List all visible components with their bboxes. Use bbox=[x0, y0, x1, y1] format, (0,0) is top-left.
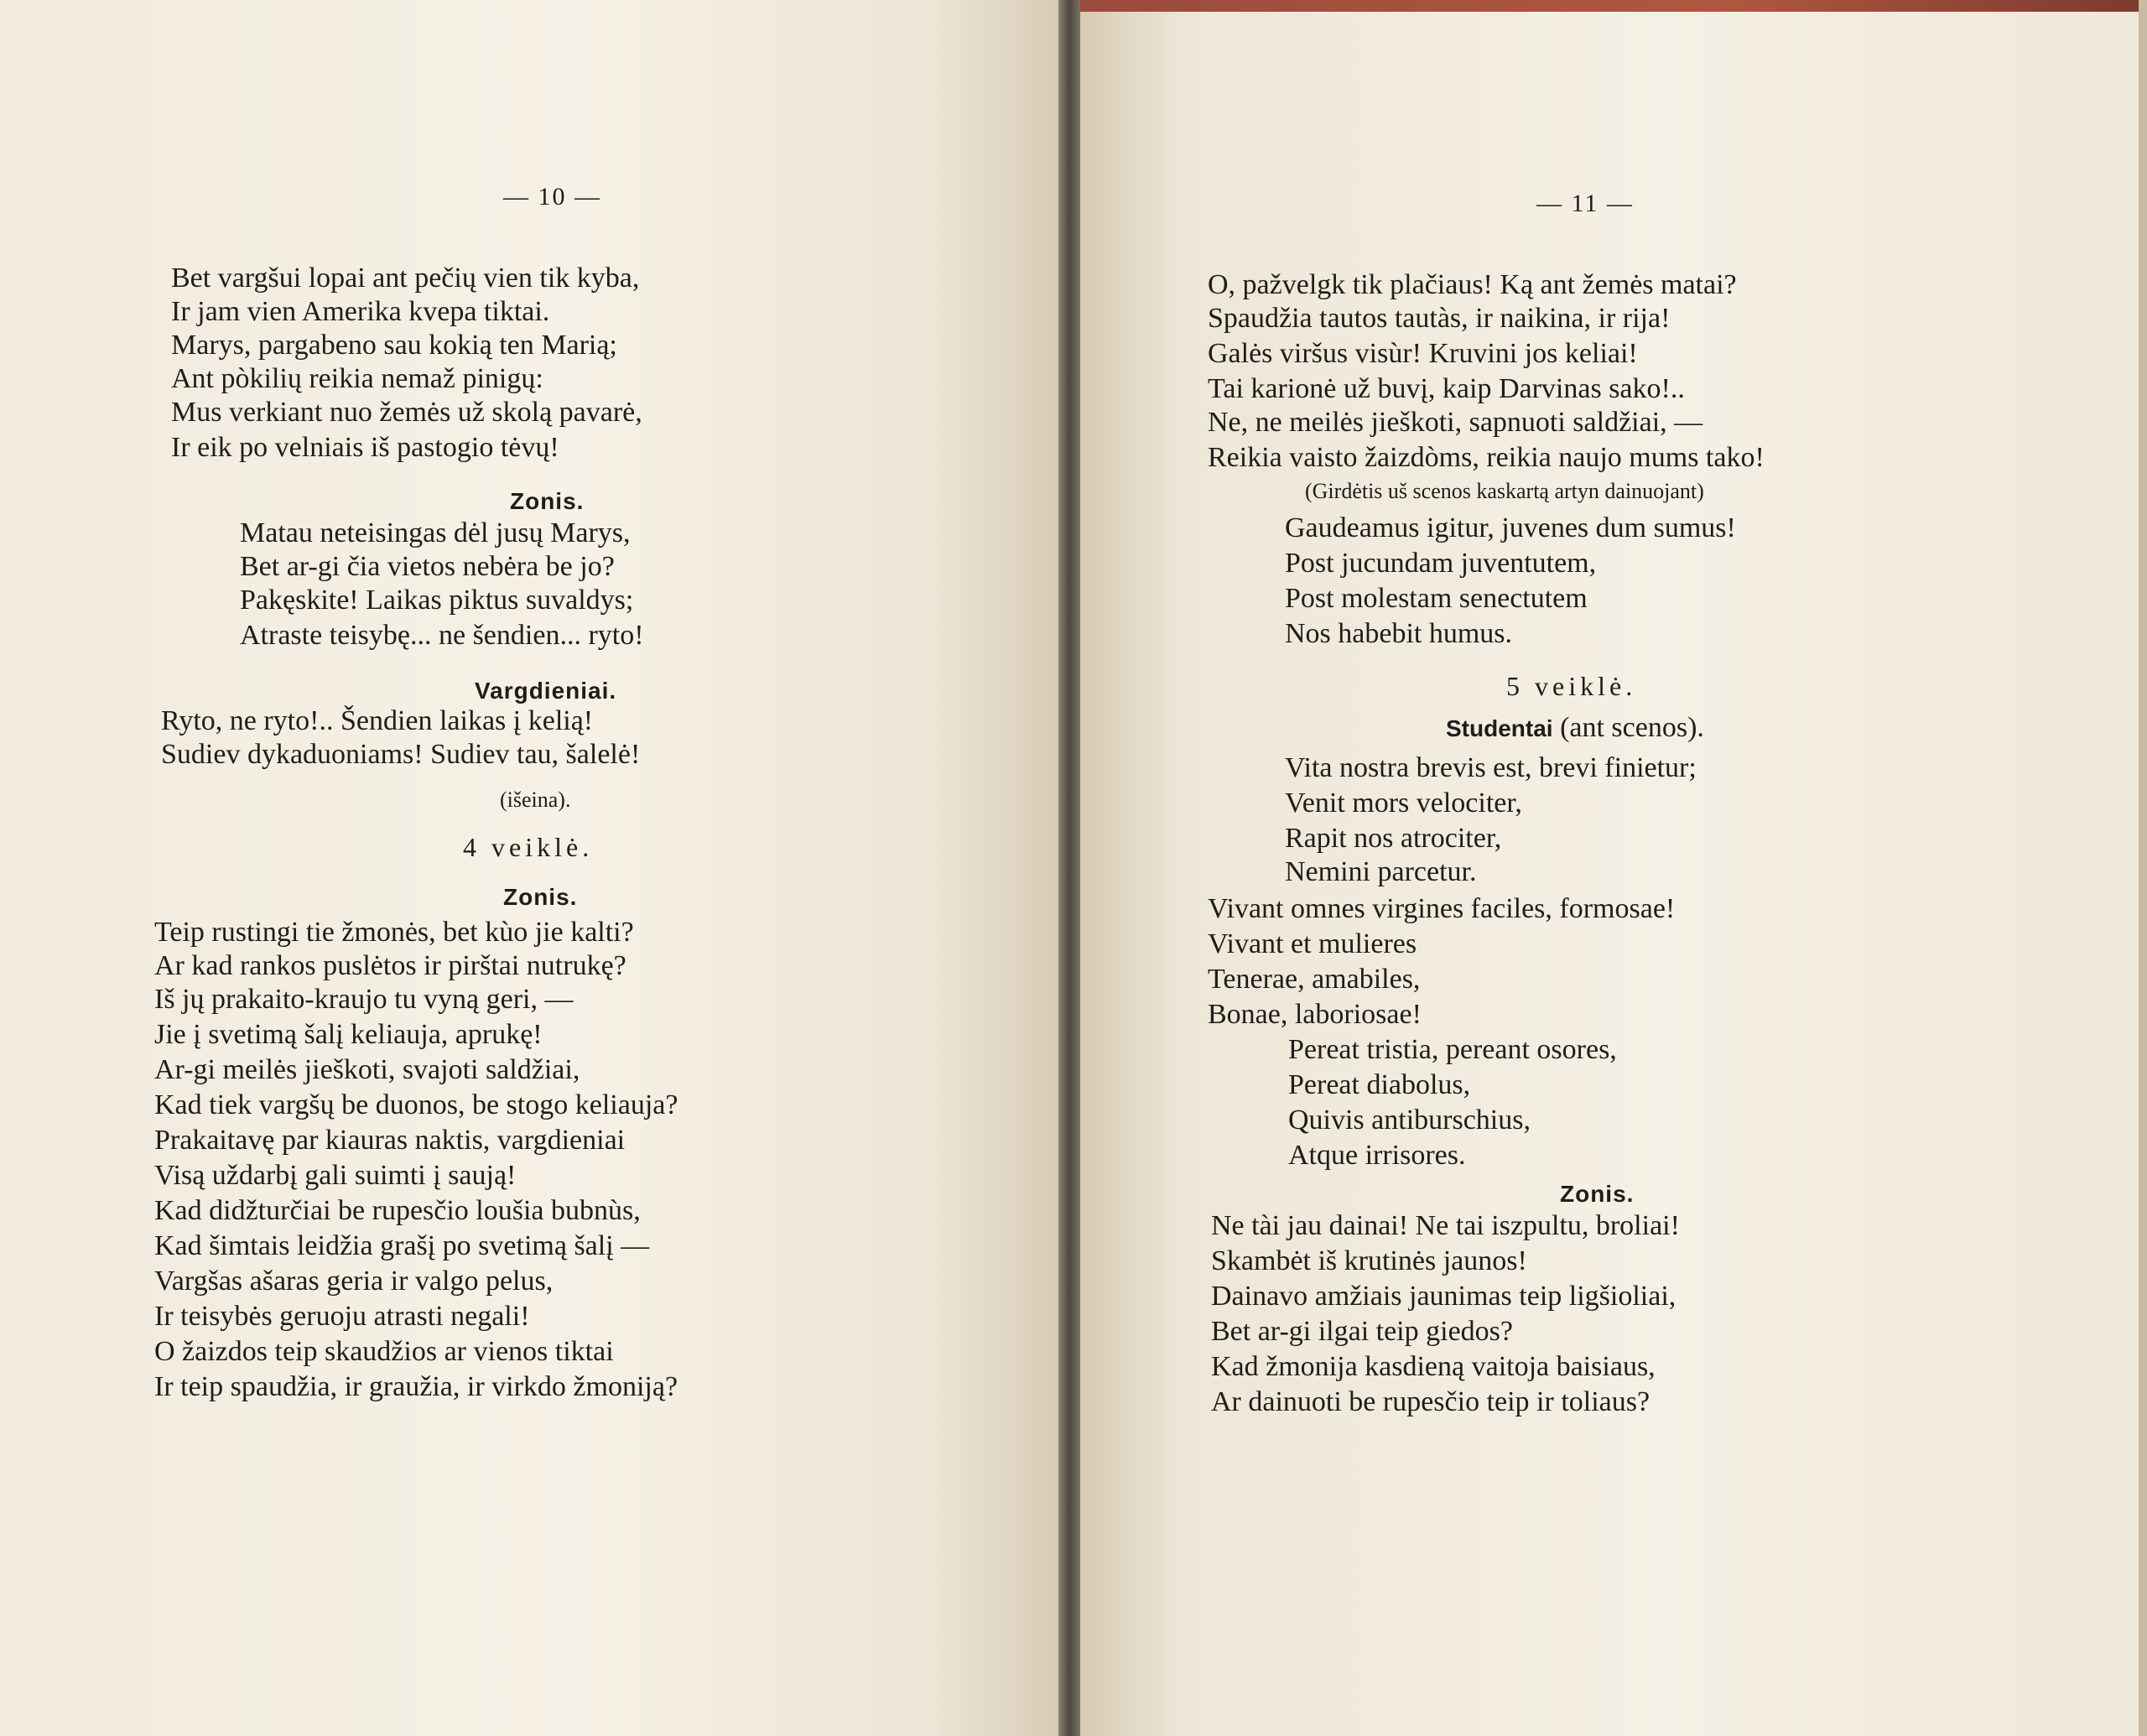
verse-line: Jie į svetimą šalį keliauja, aprukę! bbox=[154, 1019, 543, 1050]
verse-line: Teip rustingi tie žmonės, bet kùo jie kalti? bbox=[154, 917, 634, 948]
verse-line: Galės viršus visùr! Kruvini jos keliai! bbox=[1208, 338, 1638, 369]
verse-line: Kad tiek vargšų be duonos, be stogo keliauja? bbox=[154, 1089, 678, 1120]
song-line: Venit mors velociter, bbox=[1285, 787, 1522, 819]
page-edge bbox=[2139, 0, 2147, 1736]
verse-line: O, pažvelgk tik plačiaus! Ką ant žemės matai? bbox=[1208, 269, 1737, 300]
verse-line: Prakaitavę par kiauras naktis, vargdieniai bbox=[154, 1125, 626, 1156]
verse-line: Ir jam vien Amerika kvepa tiktai. bbox=[171, 296, 550, 327]
verse-line: Ne, ne meilės jieškoti, sapnuoti saldžiai, — bbox=[1208, 407, 1703, 438]
verse-line: Ir teisybės geruoju atrasti negali! bbox=[154, 1301, 530, 1332]
song-line: Vivant omnes virgines faciles, formosae! bbox=[1208, 893, 1676, 924]
stage-direction: (ant scenos). bbox=[1560, 712, 1704, 743]
verse-line: Visą uždarbį gali suimti į saują! bbox=[154, 1160, 517, 1191]
verse-line: Marys, pargabeno sau kokią ten Marią; bbox=[171, 330, 617, 361]
verse-line: Ir teip spaudžia, ir graužia, ir virkdo žmoniją? bbox=[154, 1371, 678, 1402]
speaker-heading bbox=[1446, 711, 1704, 746]
song-line: Quivis antiburschius, bbox=[1288, 1104, 1531, 1136]
verse-line: Ir eik po velniais iš pastogio tėvų! bbox=[171, 432, 559, 463]
speaker-name: Zonis. bbox=[1560, 1181, 1635, 1207]
verse-line: Vargšas ašaras geria ir valgo pelus, bbox=[154, 1266, 554, 1297]
verse-line: Skambėt iš krutinės jaunos! bbox=[1211, 1245, 1527, 1276]
page-number: — 11 — bbox=[1536, 190, 1634, 217]
song-line: Post jucundam juventutem, bbox=[1285, 548, 1597, 579]
scene-heading: 5 veiklė. bbox=[1506, 671, 1637, 701]
song-line: Tenerae, amabiles, bbox=[1208, 964, 1421, 995]
cover-edge bbox=[1080, 0, 2147, 12]
page-number: — 10 — bbox=[503, 183, 601, 211]
song-line: Pereat diabolus, bbox=[1288, 1069, 1471, 1100]
song-line: Pereat tristia, pereant osores, bbox=[1288, 1034, 1617, 1065]
left-page bbox=[0, 0, 1058, 1736]
verse-line: Bet vargšui lopai ant pečių vien tik kyba, bbox=[171, 262, 640, 294]
verse-line: Matau neteisingas dėl jusų Marys, bbox=[240, 517, 631, 548]
stage-direction: (išeina). bbox=[500, 787, 571, 812]
verse-line: Sudiev dykaduoniams! Sudiev tau, šalelė! bbox=[161, 739, 641, 770]
verse-line: O žaizdos teip skaudžios ar vienos tiktai bbox=[154, 1336, 614, 1367]
speaker-name: Zonis. bbox=[510, 488, 585, 514]
stage-direction: (Girdėtis uš scenos kaskartą artyn dainuojant) bbox=[1305, 479, 1704, 503]
verse-line: Pakęskite! Laikas piktus suvaldys; bbox=[240, 585, 634, 616]
verse-line: Ne tài jau dainai! Ne tai iszpultu, broliai! bbox=[1211, 1210, 1680, 1241]
verse-line: Ar-gi meilės jieškoti, svajoti saldžiai, bbox=[154, 1054, 580, 1085]
song-line: Rapit nos atrociter, bbox=[1285, 823, 1502, 854]
right-page bbox=[1080, 0, 2139, 1736]
song-line: Bonae, laboriosae! bbox=[1208, 999, 1422, 1030]
verse-line: Reikia vaisto žaizdòms, reikia naujo mums tako! bbox=[1208, 442, 1765, 473]
verse-line: Mus verkiant nuo žemės už skolą pavarė, bbox=[171, 397, 642, 428]
song-line: Nemini parcetur. bbox=[1285, 856, 1477, 887]
verse-line: Kad šimtais leidžia grašį po svetimą šalį — bbox=[154, 1230, 650, 1261]
speaker-name: Zonis. bbox=[503, 884, 578, 910]
book-gutter bbox=[1058, 0, 1080, 1736]
scene-heading: 4 veiklė. bbox=[463, 832, 594, 862]
song-line: Atque irrisores. bbox=[1288, 1140, 1466, 1171]
verse-line: Dainavo amžiais jaunimas teip ligšioliai, bbox=[1211, 1281, 1677, 1312]
verse-line: Kad žmonija kasdieną vaitoja baisiaus, bbox=[1211, 1351, 1656, 1382]
verse-line: Atraste teisybę... ne šendien... ryto! bbox=[240, 620, 644, 651]
verse-line: Bet ar-gi ilgai teip giedos? bbox=[1211, 1316, 1513, 1347]
song-line: Vivant et mulieres bbox=[1208, 928, 1417, 959]
song-line: Post molestam senectutem bbox=[1285, 583, 1588, 614]
song-line: Gaudeamus igitur, juvenes dum sumus! bbox=[1285, 512, 1736, 543]
verse-line: Ar kad rankos puslėtos ir pirštai nutrukę? bbox=[154, 950, 626, 981]
verse-line: Tai karionė už buvį, kaip Darvinas sako!.. bbox=[1208, 373, 1685, 404]
verse-line: Kad didžturčiai be rupesčio loušia bubnùs, bbox=[154, 1195, 641, 1226]
song-line: Vita nostra brevis est, brevi finietur; bbox=[1285, 752, 1697, 783]
verse-line: Iš jų prakaito-kraujo tu vyną geri, — bbox=[154, 984, 574, 1015]
speaker-name: Vargdieniai. bbox=[475, 678, 617, 704]
verse-line: Ant pòkilių reikia nemaž pinigų: bbox=[171, 363, 543, 394]
verse-line: Ryto, ne ryto!.. Šendien laikas į kelią! bbox=[161, 705, 594, 736]
song-line: Nos habebit humus. bbox=[1285, 618, 1513, 649]
verse-line: Ar dainuoti be rupesčio teip ir toliaus? bbox=[1211, 1386, 1651, 1417]
verse-line: Bet ar-gi čia vietos nebėra be jo? bbox=[240, 551, 615, 582]
speaker-name: Studentai bbox=[1446, 715, 1553, 741]
verse-line: Spaudžia tautos tautàs, ir naikina, ir rija! bbox=[1208, 303, 1671, 334]
